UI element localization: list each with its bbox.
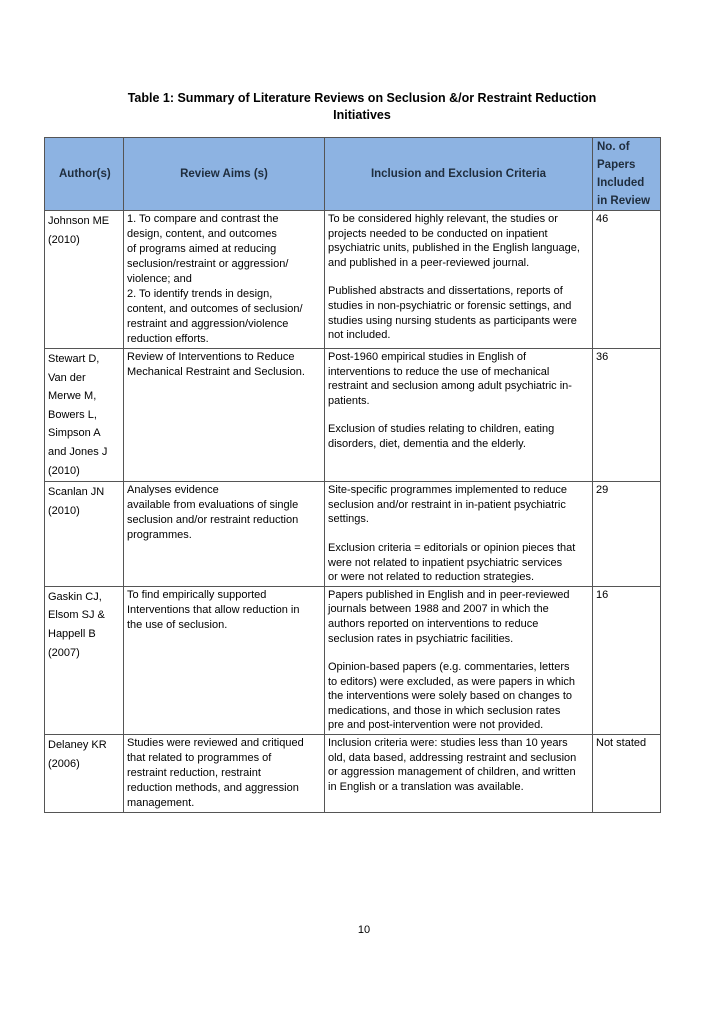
paragraph-gap bbox=[328, 270, 589, 284]
author-line: (2010) bbox=[48, 464, 80, 477]
criteria-line: seclusion rates in psychiatric facilities. bbox=[328, 632, 514, 645]
table-header-row bbox=[45, 138, 661, 211]
author-line: and Jones J bbox=[48, 445, 108, 458]
criteria-line: studies in non-psychiatric or forensic settings, and bbox=[328, 299, 572, 312]
table-caption bbox=[70, 90, 654, 124]
criteria-line: in English or a translation was available. bbox=[328, 780, 524, 793]
review-aims-line: reduction efforts. bbox=[127, 333, 209, 345]
criteria-line: Papers published in English and in peer-reviewed bbox=[328, 588, 570, 601]
author-cell bbox=[45, 482, 124, 587]
criteria-line: pre and post-intervention were not provided. bbox=[328, 719, 544, 732]
header-criteria: Inclusion and Exclusion Criteria bbox=[325, 138, 593, 211]
author-line: (2007) bbox=[48, 646, 80, 659]
table-row bbox=[45, 211, 661, 349]
author-line: Simpson A bbox=[48, 427, 101, 440]
header-count-line: in Review bbox=[597, 195, 651, 207]
review-aims-cell bbox=[124, 735, 325, 813]
table-body bbox=[45, 211, 661, 813]
criteria-line: Post-1960 empirical studies in English of bbox=[328, 351, 527, 363]
table-caption-line-1: Table 1: Summary of Literature Reviews on Seclusion &/or Restraint Reduction bbox=[127, 91, 597, 105]
table-caption-line-2: Initiatives bbox=[333, 108, 391, 122]
criteria-line: Exclusion of studies relating to children, eating bbox=[328, 423, 555, 436]
author-line: Stewart D, bbox=[48, 353, 100, 365]
author-line: Van der bbox=[48, 371, 86, 384]
criteria-line: studies using nursing students as participants were bbox=[328, 314, 577, 327]
paragraph-gap bbox=[328, 408, 589, 422]
criteria-line: Opinion-based papers (e.g. commentaries, letters bbox=[328, 661, 570, 674]
review-aims-line: that related to programmes of bbox=[127, 752, 272, 765]
criteria-line: and published in a peer-reviewed journal. bbox=[328, 256, 530, 269]
review-aims-line: restraint reduction, restraint bbox=[127, 767, 261, 780]
criteria-line: journals between 1988 and 2007 in which the bbox=[328, 603, 549, 616]
review-aims-line: 2. To identify trends in design, bbox=[127, 288, 273, 300]
author-line: Bowers L, bbox=[48, 408, 97, 421]
table-row bbox=[45, 586, 661, 734]
header-authors: Author(s) bbox=[45, 138, 124, 211]
criteria-line: Site-specific programmes implemented to reduce bbox=[328, 484, 568, 497]
review-aims-line: To find empirically supported bbox=[127, 588, 267, 601]
criteria-cell bbox=[325, 482, 593, 587]
header-paper-count bbox=[593, 138, 661, 211]
author-line: Scanlan JN bbox=[48, 486, 105, 499]
criteria-line: the interventions were solely based on changes to bbox=[328, 690, 572, 703]
review-aims-line: violence; and bbox=[127, 273, 192, 285]
review-aims-line: content, and outcomes of seclusion/ bbox=[127, 303, 303, 315]
criteria-line: settings. bbox=[328, 513, 369, 526]
criteria-cell bbox=[325, 735, 593, 813]
criteria-line: seclusion and/or restraint in in-patient psychiatric bbox=[328, 498, 566, 511]
review-aims-cell bbox=[124, 211, 325, 349]
review-aims-line: Interventions that allow reduction in bbox=[127, 603, 300, 616]
author-cell bbox=[45, 735, 124, 813]
criteria-line: projects needed to be conducted on inpatient bbox=[328, 227, 548, 240]
header-count-line: Papers bbox=[597, 159, 636, 171]
review-aims-line: Mechanical Restraint and Seclusion. bbox=[127, 366, 305, 378]
review-aims-line: seclusion/restraint or aggression/ bbox=[127, 258, 289, 270]
author-line: (2006) bbox=[48, 757, 80, 770]
criteria-line: To be considered highly relevant, the studies or bbox=[328, 213, 558, 225]
author-line: (2010) bbox=[48, 504, 80, 517]
criteria-line: interventions to reduce the use of mechanical bbox=[328, 365, 550, 378]
paper-count-cell: Not stated bbox=[593, 735, 661, 813]
criteria-line: Published abstracts and dissertations, reports of bbox=[328, 285, 563, 298]
review-aims-line: management. bbox=[127, 797, 195, 810]
page-number: 10 bbox=[357, 924, 371, 936]
review-aims-cell bbox=[124, 586, 325, 734]
literature-review-table bbox=[44, 137, 661, 813]
paper-count-cell: 29 bbox=[593, 482, 661, 587]
author-line: Happell B bbox=[48, 627, 96, 640]
paragraph-gap bbox=[328, 646, 589, 660]
criteria-line: medications, and those in which seclusion rates bbox=[328, 704, 561, 717]
review-aims-line: of programs aimed at reducing bbox=[127, 243, 277, 255]
review-aims-line: reduction methods, and aggression bbox=[127, 782, 299, 795]
table-row bbox=[45, 349, 661, 482]
review-aims-line: the use of seclusion. bbox=[127, 618, 228, 631]
paragraph-gap bbox=[328, 527, 589, 541]
author-line: (2010) bbox=[48, 233, 80, 246]
criteria-cell bbox=[325, 586, 593, 734]
paper-count-cell: 36 bbox=[593, 349, 661, 482]
paper-count-cell: 16 bbox=[593, 586, 661, 734]
criteria-line: to editors) were excluded, as were papers in which bbox=[328, 675, 576, 688]
review-aims-line: restraint and aggression/violence bbox=[127, 318, 289, 330]
author-line: Gaskin CJ, bbox=[48, 590, 102, 603]
review-aims-line: programmes. bbox=[127, 529, 192, 542]
review-aims-line: Studies were reviewed and critiqued bbox=[127, 737, 304, 750]
criteria-line: Inclusion criteria were: studies less than 10 years bbox=[328, 737, 568, 750]
criteria-cell bbox=[325, 211, 593, 349]
author-line: Delaney KR bbox=[48, 739, 107, 752]
criteria-line: or aggression management of children, and written bbox=[328, 766, 576, 779]
criteria-line: Exclusion criteria = editorials or opinion pieces that bbox=[328, 541, 576, 554]
review-aims-line: Review of Interventions to Reduce bbox=[127, 351, 295, 363]
criteria-line: patients. bbox=[328, 394, 370, 407]
review-aims-line: available from evaluations of single bbox=[127, 499, 299, 512]
header-review-aims: Review Aims (s) bbox=[124, 138, 325, 211]
header-count-line: No. of bbox=[597, 141, 630, 153]
criteria-line: were not related to inpatient psychiatric services bbox=[328, 556, 563, 569]
review-aims-line: Analyses evidence bbox=[127, 484, 219, 497]
author-cell bbox=[45, 349, 124, 482]
criteria-line: disorders, diet, dementia and the elderly. bbox=[328, 437, 526, 450]
header-count-line: Included bbox=[597, 177, 645, 189]
table-row bbox=[45, 735, 661, 813]
author-line: Merwe M, bbox=[48, 390, 97, 403]
criteria-line: psychiatric units, published in the English language, bbox=[328, 242, 580, 255]
author-line: Elsom SJ & bbox=[48, 609, 105, 622]
paper-count-cell: 46 bbox=[593, 211, 661, 349]
criteria-line: restraint and seclusion among adult psychiatric in- bbox=[328, 380, 572, 393]
table-row bbox=[45, 482, 661, 587]
author-cell bbox=[45, 211, 124, 349]
criteria-line: not included. bbox=[328, 329, 391, 342]
review-aims-line: 1. To compare and contrast the bbox=[127, 213, 279, 225]
review-aims-line: design, content, and outcomes bbox=[127, 228, 277, 240]
review-aims-cell bbox=[124, 349, 325, 482]
criteria-cell bbox=[325, 349, 593, 482]
criteria-line: or were not related to reduction strategies. bbox=[328, 571, 535, 584]
author-line: Johnson ME bbox=[48, 215, 110, 227]
author-cell bbox=[45, 586, 124, 734]
criteria-line: old, data based, addressing restraint and seclusion bbox=[328, 751, 577, 764]
review-aims-line: seclusion and/or restraint reduction bbox=[127, 514, 299, 527]
review-aims-cell bbox=[124, 482, 325, 587]
criteria-line: authors reported on interventions to reduce bbox=[328, 617, 539, 630]
